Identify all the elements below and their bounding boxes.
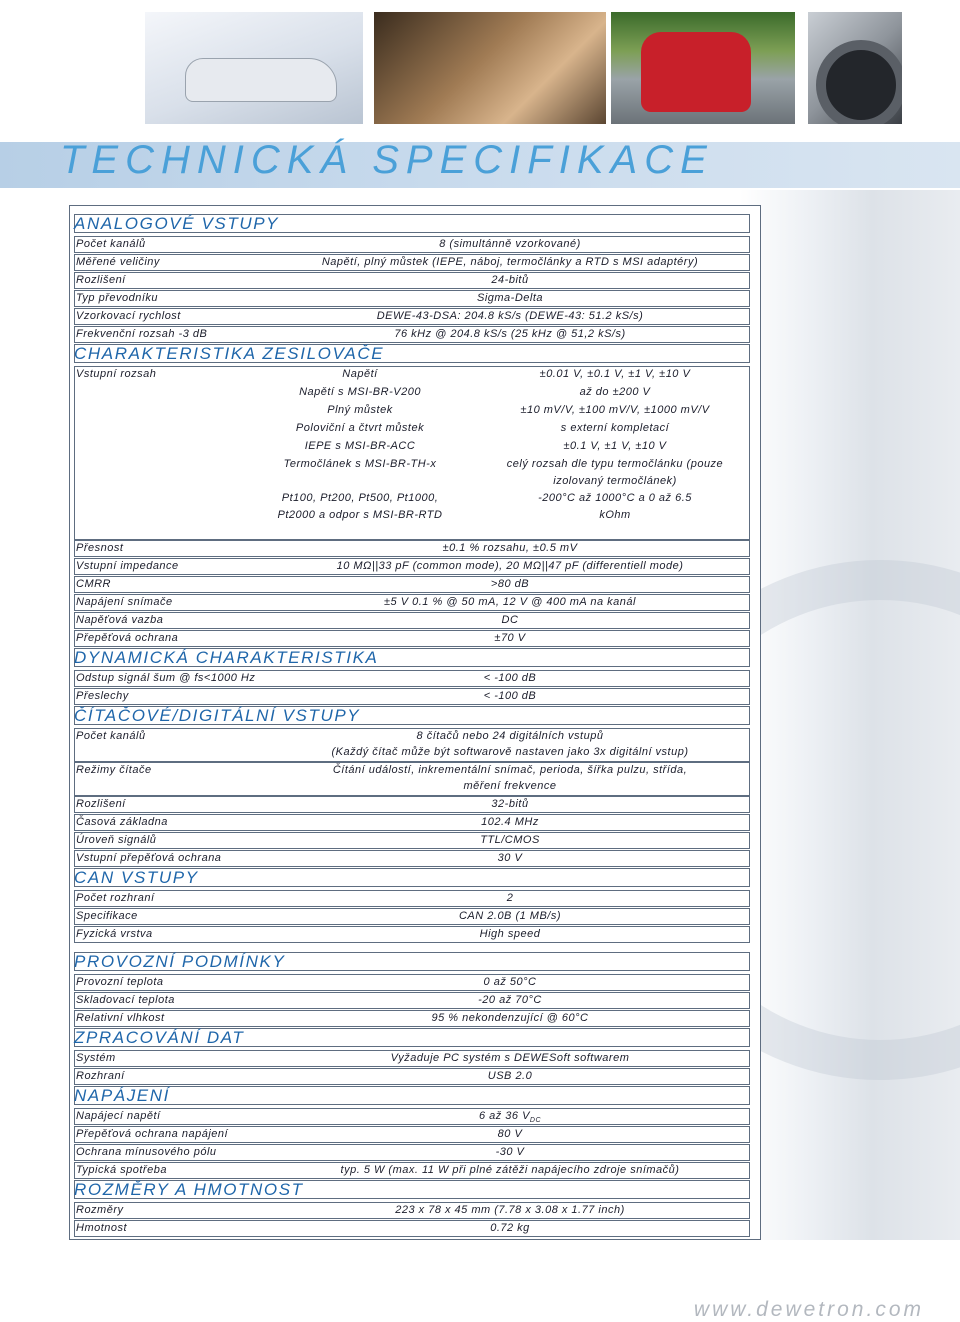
row-value: Čítání událostí, inkrementální snímač, perioda, šířka pulzu, střída, [332,764,688,776]
row-value: ±5 V 0.1 % @ 50 mA, 12 V @ 400 mA na kanál [384,596,636,608]
section-title-processing: ZPRACOVÁNÍ DAT [74,1028,245,1047]
row-value: Vyžaduje PC systém s DEWESoft softwarem [390,1052,630,1064]
row-value: 10 MΩ||33 pF (common mode), 20 MΩ||47 pF (differentiell mode) [336,560,684,572]
row-label: Napájení snímače [76,596,173,608]
row-value: typ. 5 W (max. 11 W při plné zátěži napájecího zdroje snímačů) [340,1164,680,1176]
website-url: www.dewetron.com [693,1298,924,1321]
row-value: 80 V [497,1128,523,1140]
range-name: Termočlánek s MSI-BR-TH-x [283,458,437,470]
row-value: Sigma-Delta [476,292,544,304]
row-label: Napájecí napětí [76,1110,161,1122]
section-header-box [74,1086,750,1105]
range-name: IEPE s MSI-BR-ACC [304,440,416,452]
row-value [280,1110,740,1124]
car-shape [185,58,337,102]
range-value: celý rozsah dle typu termočlánku (pouze izolovaný termočlánek) [506,458,724,487]
row-value: 2 [506,892,514,904]
range-value: ±0.01 V, ±0.1 V, ±1 V, ±10 V [539,368,691,380]
row-label: Úroveň signálů [76,834,157,846]
row-label: Systém [76,1052,116,1064]
row-value-line2: (Každý čítač může být softwarově nastaven jako 3x digitální vstup) [331,746,689,758]
row-label: Režimy čítače [76,764,152,776]
wheel-photo [808,12,902,124]
row-label: Časová základna [76,816,168,828]
row-value: Napětí, plný můstek (IEPE, náboj, termočlánky a RTD s MSI adaptéry) [321,256,699,268]
row-label: Vzorkovací rychlost [76,310,181,322]
row-value: -30 V [495,1146,525,1158]
section-title-analog: ANALOGOVÉ VSTUPY [74,214,280,233]
row-label: Počet rozhraní [76,892,155,904]
row-value: 102.4 MHz [481,816,539,828]
range-value: -200°C až 1000°C a 0 až 6.5 kOhm [538,492,692,521]
row-label: Rozlišení [76,798,126,810]
range-name: Pt100, Pt200, Pt500, Pt1000, Pt2000 a odpor s MSI-BR-RTD [277,492,443,521]
row-value: >80 dB [490,578,530,590]
row-value: 24-bitů [491,274,529,286]
row-value: 95 % nekondenzující @ 60°C [431,1012,589,1024]
row-label: Skladovací teplota [76,994,175,1006]
row-label: CMRR [76,578,111,590]
section-title-dimensions: ROZMĚRY A HMOTNOST [74,1180,304,1199]
row-value: < -100 dB [483,690,537,702]
section-title-counter: ČÍTAČOVÉ/DIGITÁLNÍ VSTUPY [74,706,361,725]
row-label: Přepěťová ochrana [76,632,179,644]
driver-photo [374,12,606,124]
row-label: Rozhraní [76,1070,125,1082]
range-value: ±0.1 V, ±1 V, ±10 V [563,440,667,452]
row-label: Fyzická vrstva [76,928,153,940]
row-value: 76 kHz @ 204.8 kS/s (25 kHz @ 51,2 kS/s) [394,328,626,340]
row-label: Vstupní přepěťová ochrana [76,852,222,864]
row-label: Ochrana mínusového pólu [76,1146,217,1158]
row-value: 30 V [497,852,523,864]
section-title-power: NAPÁJENÍ [74,1086,170,1105]
row-label: Měřené veličiny [76,256,160,268]
row-value: DC [501,614,519,626]
row-label: Rozlišení [76,274,126,286]
row-label: Přepěťová ochrana napájení [76,1128,229,1140]
row-label: Vstupní rozsah [76,368,157,380]
row-label: Vstupní impedance [76,560,179,572]
row-label: Přeslechy [76,690,129,702]
section-title-can: CAN VSTUPY [74,868,199,887]
row-label: Počet kanálů [76,730,146,742]
range-value: s externí kompletací [560,422,670,434]
row-value: ±0.1 % rozsahu, ±0.5 mV [442,542,578,554]
range-name: Napětí [342,368,378,380]
row-label: Typ převodníku [76,292,159,304]
row-value: TTL/CMOS [480,834,540,846]
range-name: Napětí s MSI-BR-V200 [299,386,421,398]
row-label: Rozměry [76,1204,124,1216]
row-value: 8 (simultánně vzorkované) [439,238,581,250]
row-value: 0.72 kg [490,1222,530,1234]
row-value: DEWE-43-DSA: 204.8 kS/s (DEWE-43: 51.2 kS/s) [376,310,644,322]
supply-voltage-unit-sub: DC [529,1117,542,1125]
wheel-shape [816,40,902,124]
supply-voltage-value: 6 až 36 V [478,1110,530,1122]
section-title-amplifier: CHARAKTERISTIKA ZESILOVAČE [74,344,385,363]
section-title-operating: PROVOZNÍ PODMÍNKY [74,952,286,971]
range-value: ±10 mV/V, ±100 mV/V, ±1000 mV/V [520,404,710,416]
row-label: Přesnost [76,542,124,554]
row-value: 8 čítačů nebo 24 digitálních vstupů [416,730,604,742]
row-value: < -100 dB [483,672,537,684]
row-value: ±70 V [494,632,526,644]
row-label: Typická spotřeba [76,1164,167,1176]
car-test-photo [145,12,363,124]
row-label: Počet kanálů [76,238,146,250]
row-value: 0 až 50°C [483,976,537,988]
page-title: TECHNICKÁ SPECIFIKACE [60,138,714,182]
row-value: 32-bitů [491,798,529,810]
row-label: Relativní vlhkost [76,1012,165,1024]
row-value: -20 až 70°C [478,994,542,1006]
red-car-photo [611,12,795,124]
row-value: CAN 2.0B (1 MB/s) [458,910,562,922]
row-label: Hmotnost [76,1222,128,1234]
row-value-line2: měření frekvence [463,780,557,792]
range-name: Poloviční a čtvrt můstek [295,422,425,434]
row-value: USB 2.0 [487,1070,533,1082]
row-value: 223 x 78 x 45 mm (7.78 x 3.08 x 1.77 inch) [395,1204,625,1216]
row-label: Provozní teplota [76,976,164,988]
row-label: Napěťová vazba [76,614,164,626]
row-label: Odstup signál šum @ fs<1000 Hz [76,672,256,684]
row-label: Specifikace [76,910,138,922]
red-car-shape [641,32,751,112]
row-value: High speed [479,928,541,940]
range-value: až do ±200 V [579,386,651,398]
range-name: Plný můstek [327,404,393,416]
section-title-dynamic: DYNAMICKÁ CHARAKTERISTIKA [74,648,379,667]
row-label: Frekvenční rozsah -3 dB [76,328,208,340]
